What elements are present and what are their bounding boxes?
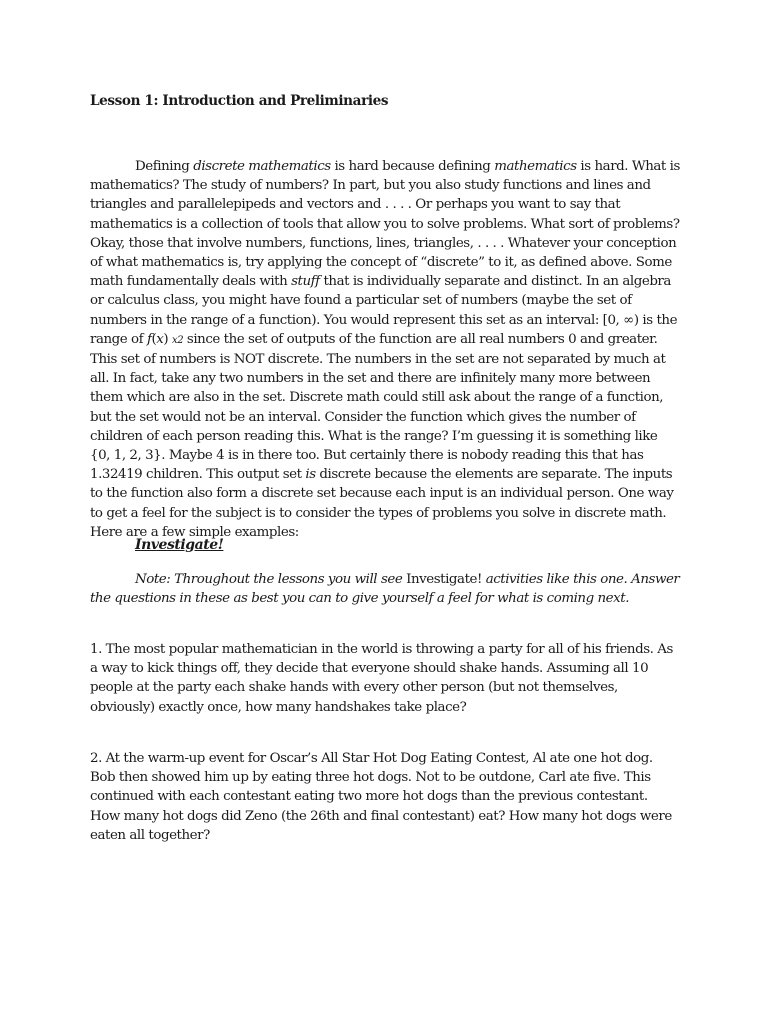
intro-text: is hard because defining (330, 159, 495, 174)
intro-text: since the set of outputs of the function are all real numbers 0 and greater. This set of numbers is NOT discrete. The numbers in the set are not separated by much at all. In fact, take any two numbers in the set and there are infinitely many more between them which are also in the set. Discrete math could still ask about the range of a function, but the set would not be an interval. Consider the function which gives the number of children of each person reading this. What is the range? I’m guessing it is something like {0, 1, 2, 3}. Maybe 4 is in there too. But certainly there is nobody reading this that has 1.32419 children. This output set (90, 331, 666, 483)
intro-text: Defining (135, 159, 194, 174)
question-2: 2. At the warm-up event for Oscar’s All Star Hot Dog Eating Contest, Al ate one hot dog. Bob then showed him up by eating three hot dogs. Not to be outdone, Carl ate five. This continued with each contestant eating two more hot dogs than the previous contestant. How many hot dogs did Zeno (the 26th and final contestant) eat? How many hot dogs were eaten all together? (90, 751, 672, 843)
intro-emphasis: discrete mathematics (193, 159, 331, 174)
function-name: f (147, 331, 152, 347)
intro-emphasis: mathematics (494, 159, 577, 174)
investigate-heading: Investigate! (135, 537, 224, 553)
question-1: 1. The most popular mathematician in the world is throwing a party for all of his friends. As a way to kick things off, they decide that everyone should shake hands. Assuming all 10 people at the party each shake hands with every other person (but not themselves, obviously) exactly once, how many handshakes take place? (90, 642, 673, 715)
intro-text: is hard. What is mathematics? The study of numbers? In part, but you also study functions and lines and triangles and parallelepipeds and vectors and . . . . Or perhaps you want to say that mathematics is a collection of tools that allow you to solve problems. What sort of problems? Okay, those that involve numbers, functions, lines, triangles, . . . . Whatever your conception of what mathematics is, try applying the concept of “discrete” to it, as defined above. Some math fundamentally deals with (90, 159, 680, 290)
intro-emphasis: stuff (291, 274, 320, 290)
function-expression: x2 (172, 334, 184, 346)
investigate-note (90, 570, 680, 608)
intro-text: that is individually separate and distinct. In an algebra or calculus class, you might have found a particular set of numbers (maybe the set of numbers in the range of a function). You would represent this set as an interval: [0, ∞) is the range of (90, 274, 678, 347)
intro-emphasis: is (305, 467, 316, 483)
document-page (90, 0, 680, 1024)
note-text: activities like this one. Answer the questions in these as best you can to give yourself a feel for what is coming next. (90, 572, 680, 607)
note-text: Note: Throughout the lessons you will see (135, 572, 407, 587)
lesson-title: Lesson 1: Introduction and Preliminaries (90, 93, 389, 109)
intro-text: ( (151, 331, 157, 347)
function-variable: x (156, 331, 164, 347)
intro-text: discrete because the elements are separate. The inputs to the function also form a discrete set because each input is an individual person. One way to get a feel for the subject is to consider the types of problems you solve in discrete math. Here are a few simple examples: (90, 467, 674, 540)
intro-text: ) (163, 331, 172, 347)
note-term: Investigate! (406, 572, 482, 587)
intro-paragraph (90, 157, 680, 542)
